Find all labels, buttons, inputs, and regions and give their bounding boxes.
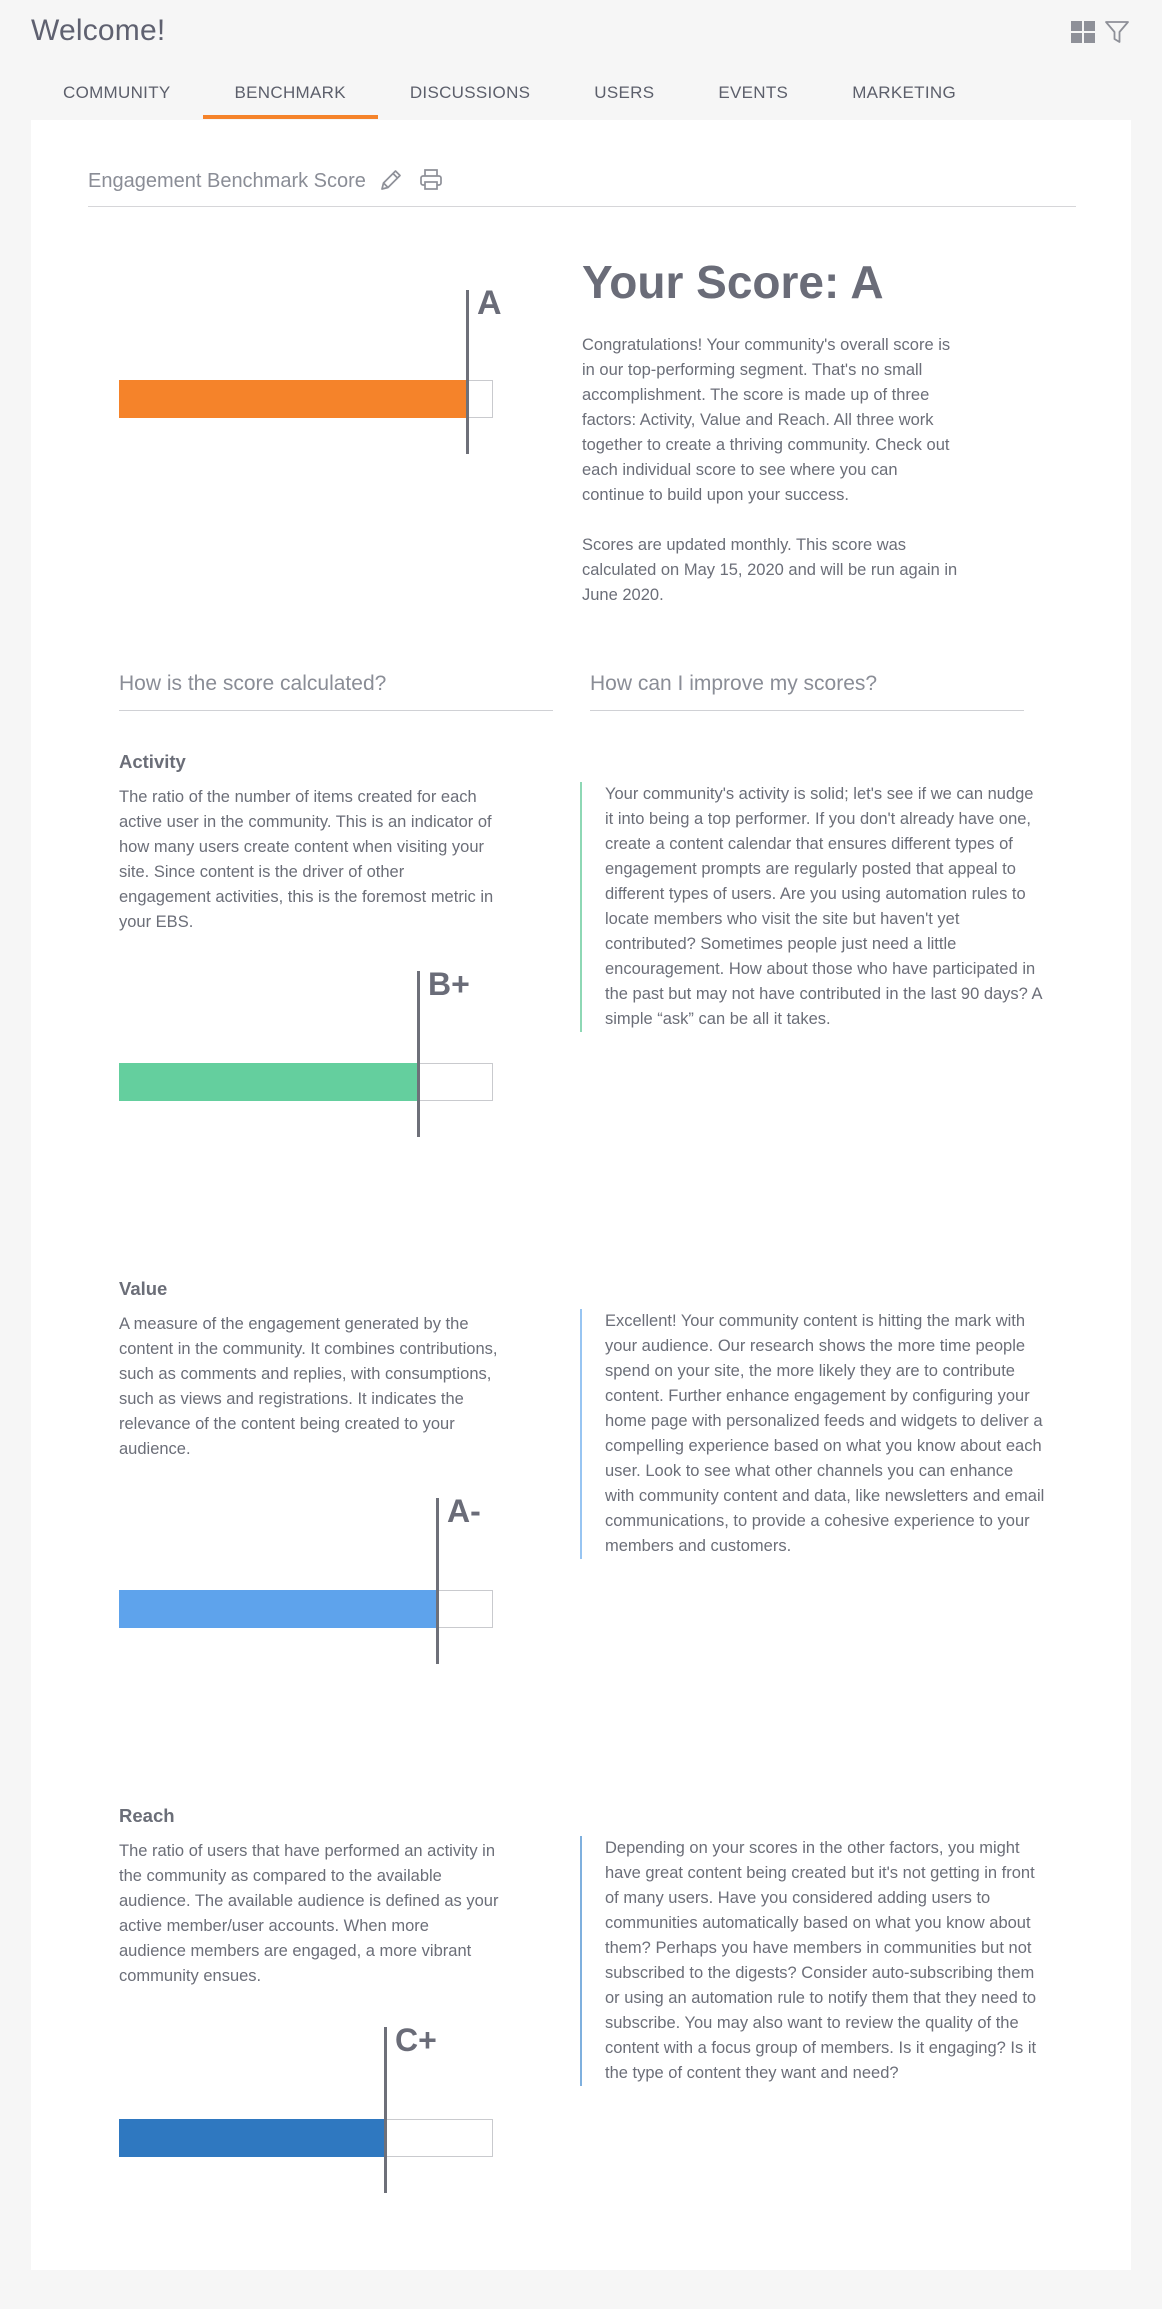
value-score-bar bbox=[119, 1493, 493, 1628]
tab-benchmark[interactable]: BENCHMARK bbox=[203, 72, 378, 119]
grid-icon[interactable] bbox=[1070, 19, 1096, 45]
tip-value: Excellent! Your community content is hitting the mark with your audience. Our research shows the more time people spend on your site, the more likely they are to contribute content. Further enhance engagement by configuring your home page with personalized feeds and widgets to deliver a compelling experience based on what you know about each user. Look to see what other channels you can enhance with community content and data, like newsletters and email communications, to provide a cohesive experience to your members and customers. bbox=[580, 1309, 1046, 1559]
tab-users[interactable]: USERS bbox=[594, 83, 655, 102]
tip-activity: Your community's activity is solid; let's see if we can nudge it into being a top performer. If you don't already have one, create a content calendar that ensures different types of engagement prompts are regularly posted that appeal to different types of users. Are you using automation rules to locate members who visit the site but haven't yet contributed? Sometimes people just need a little encouragement. How about those who have participated in the past but may not have contributed in the last 90 days? A simple “ask” can be all it takes. bbox=[580, 782, 1046, 1032]
overall-bar-marker bbox=[466, 290, 469, 454]
overall-grade-label: A bbox=[477, 284, 502, 322]
reach-score-bar bbox=[119, 2022, 493, 2157]
filter-icon[interactable] bbox=[1104, 19, 1130, 45]
score-heading: Your Score: A bbox=[582, 256, 884, 308]
activity-bar-marker bbox=[417, 971, 420, 1137]
metric-title-value: Value bbox=[119, 1278, 168, 1299]
section-divider bbox=[590, 710, 1024, 711]
section-how-improve: How can I improve my scores? bbox=[590, 672, 878, 695]
pencil-icon[interactable] bbox=[378, 167, 404, 193]
printer-icon[interactable] bbox=[418, 167, 444, 193]
section-divider bbox=[119, 710, 553, 711]
page-title: Engagement Benchmark Score bbox=[88, 170, 366, 192]
page-welcome-title: Welcome! bbox=[31, 14, 166, 47]
tab-bar bbox=[31, 72, 988, 119]
title-divider bbox=[88, 206, 1076, 207]
reach-grade-label: C+ bbox=[395, 2022, 437, 2058]
reach-bar-fill bbox=[119, 2119, 385, 2157]
metric-title-activity: Activity bbox=[119, 751, 186, 772]
reach-bar-marker bbox=[384, 2027, 387, 2193]
section-how-calculated: How is the score calculated? bbox=[119, 672, 387, 695]
metric-description-reach: The ratio of users that have performed an activity in the community as compared to the available audience. The available audience is defined as your active member/user accounts. When more audience members are engaged, a more vibrant community ensues. bbox=[119, 1842, 499, 1985]
tip-reach: Depending on your scores in the other factors, you might have great content being created but it's not getting in front of many users. Have you considered adding users to communities automatically based on what you know about them? Perhaps you have members in communities but not subscribed to the digests? Consider auto-subscribing them or using an automation rule to notify them that they need to subscribe. You may also want to review the quality of the content with a focus group of members. Is it engaging? Is it the type of content they want and need? bbox=[580, 1836, 1046, 2086]
metric-description-value: A measure of the engagement generated by the content in the community. It combines contributions, such as comments and replies, with consumptions, such as views and registrations. It indicates the relevance of the content being created to your audience. bbox=[119, 1315, 498, 1458]
overall-update-note: Scores are updated monthly. This score was calculated on May 15, 2020 and will be run again in June 2020. bbox=[582, 536, 958, 604]
tab-marketing[interactable]: MARKETING bbox=[852, 83, 956, 102]
activity-grade-label: B+ bbox=[428, 966, 470, 1002]
tab-discussions[interactable]: DISCUSSIONS bbox=[409, 83, 531, 102]
value-bar-fill bbox=[119, 1590, 437, 1628]
tab-events[interactable]: EVENTS bbox=[718, 83, 789, 102]
overall-bar-fill bbox=[119, 380, 467, 418]
activity-bar-fill bbox=[119, 1063, 418, 1101]
metric-title-reach: Reach bbox=[119, 1805, 175, 1826]
activity-score-bar bbox=[119, 966, 493, 1101]
overall-score-bar bbox=[119, 284, 502, 418]
value-grade-label: A- bbox=[447, 1493, 481, 1529]
overall-description: Congratulations! Your community's overall score is in our top-performing segment. That's no small accomplishment. The score is made up of three factors: Activity, Value and Reach. All three work together to create a thriving community. Check out each individual score to see where you can continue to build upon your success. bbox=[582, 336, 951, 504]
tab-community[interactable]: COMMUNITY bbox=[63, 83, 171, 102]
value-bar-marker bbox=[436, 1498, 439, 1664]
metric-description-activity: The ratio of the number of items created for each active user in the community. This is an indicator of how many users create content when visiting your site. Since content is the driver of other engagement activities, this is the foremost metric in your EBS. bbox=[119, 788, 494, 931]
